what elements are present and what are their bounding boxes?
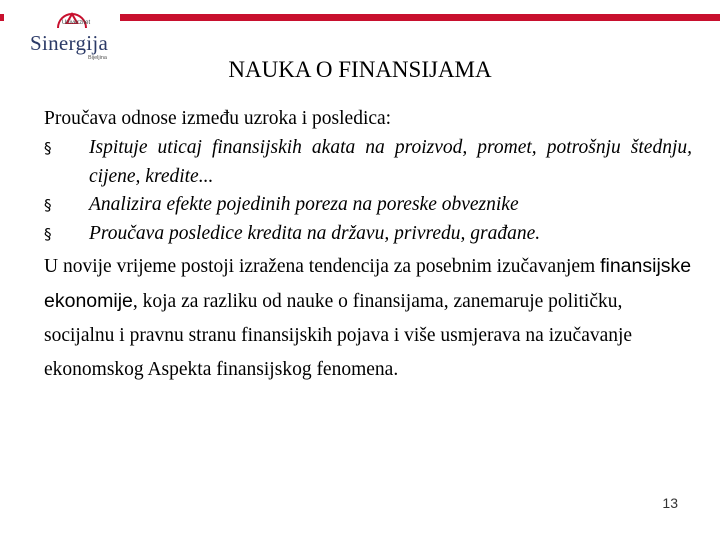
body-paragraph — [44, 249, 692, 387]
header-red-bar — [120, 14, 720, 21]
header-red-bar-left — [0, 14, 4, 21]
logo-city: Bijeljina — [88, 55, 107, 61]
paragraph-emphasis: finansijske ekonomije — [44, 255, 692, 312]
bullet-list — [44, 134, 692, 248]
bullet-text: Proučava posledice kredita na državu, privredu, građane. — [89, 222, 541, 244]
bullet-item — [44, 220, 692, 249]
paragraph-part-1: U novije vrijeme postoji izražena tendencija za posebnim izučavanjem — [44, 256, 601, 277]
bullet-mark-icon: § — [44, 139, 52, 157]
bullet-text: Ispituje uticaj finansijskih akata na proizvod, promet, potrošnju štednju, cijene, kredite... — [89, 137, 692, 187]
bullet-mark-icon: § — [44, 224, 52, 243]
paragraph-part-2: , koja za razliku od nauke o finansijama, zanemaruje političku, socijalnu i pravnu stranu finansijskih pojava i više usmjerava na izučavanje ekonomskog Aspekta finansijskog fenomena. — [44, 291, 633, 380]
bullet-text: Analizira efekte pojedinih poreza na poreske obveznike — [89, 194, 519, 215]
bullet-item — [44, 191, 692, 220]
bullet-item — [44, 134, 692, 191]
slide-title: NAUKA O FINANSIJAMA — [228, 57, 492, 82]
intro-line: Proučava odnose između uzroka i posledica: — [44, 108, 392, 129]
page-number: 13 — [662, 495, 678, 511]
logo-name: Sinergija — [30, 31, 109, 55]
logo-small-text: Univerzitet — [61, 20, 91, 26]
bullet-mark-icon: § — [44, 196, 52, 214]
sinergija-logo — [8, 2, 118, 64]
slide-content — [44, 104, 692, 387]
